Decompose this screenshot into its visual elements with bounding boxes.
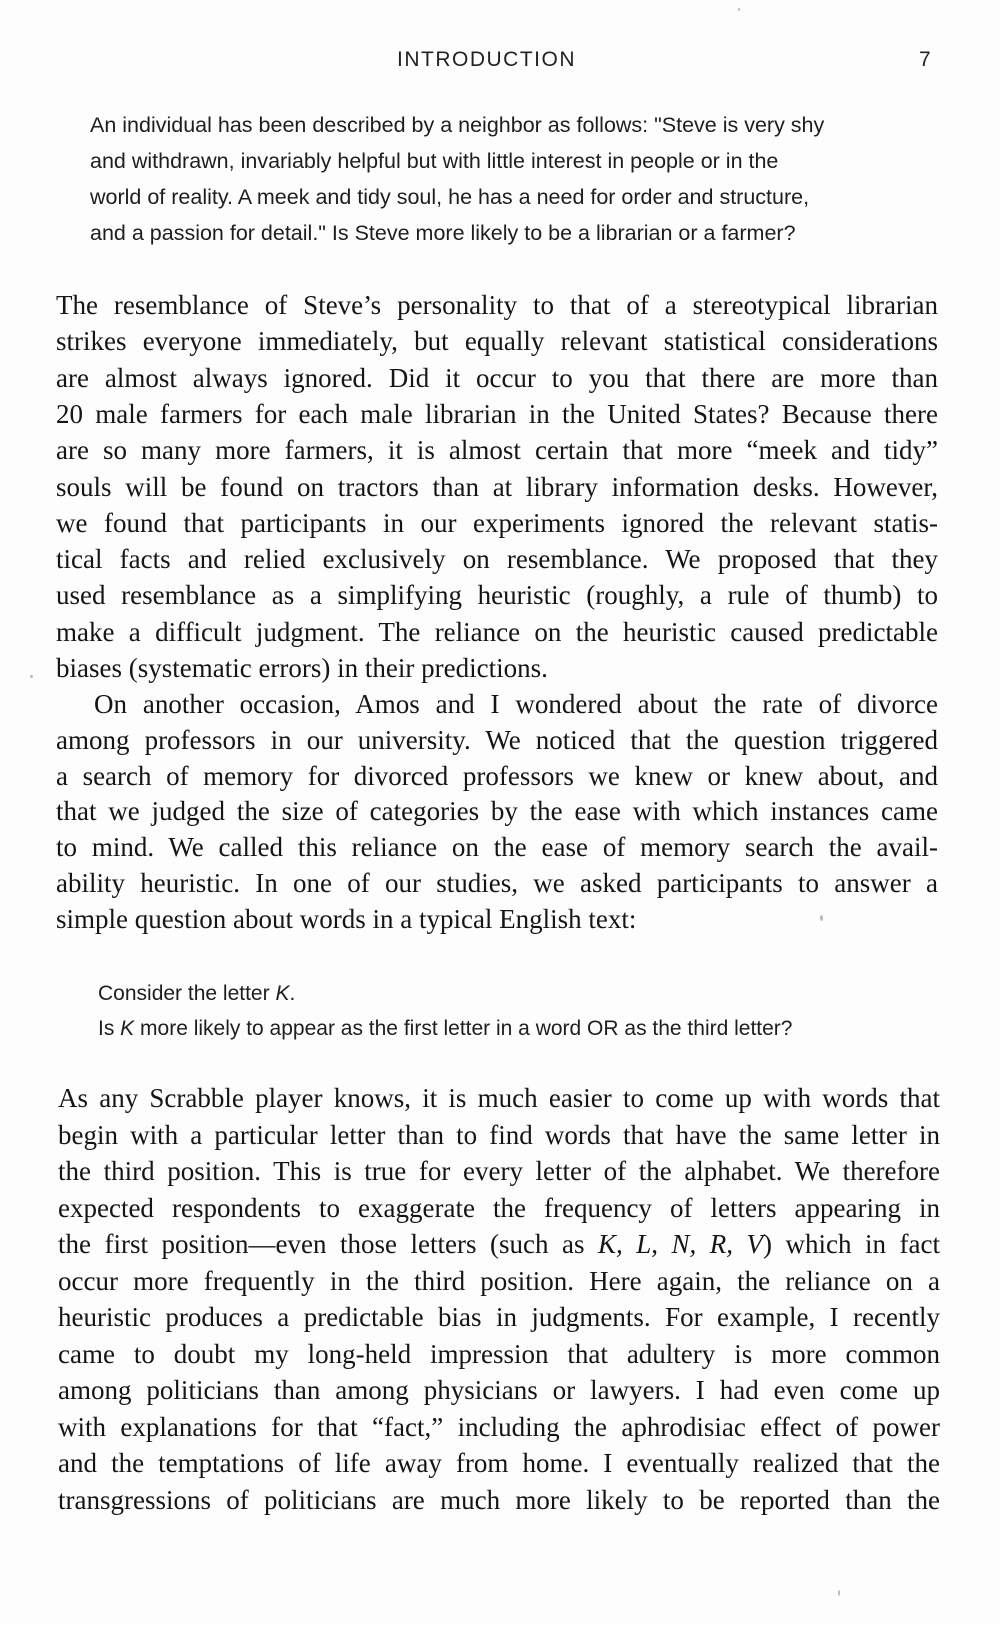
body-line: expected respondents to exaggerate the frequency of letters appearing in xyxy=(58,1192,940,1223)
body-line: tical facts and relied exclusively on resemblance. We proposed that they xyxy=(56,544,938,575)
extract-line: Consider the letter K. xyxy=(98,982,296,1005)
page-number: 7 xyxy=(919,48,931,71)
body-line: ability heuristic. In one of our studies, we asked participants to answer a xyxy=(56,868,938,898)
body-line: occur more frequently in the third position. Here again, the reliance on a xyxy=(58,1265,940,1296)
body-line: souls will be found on tractors than at library information desks. However, xyxy=(56,471,938,502)
body-line: heuristic produces a predictable bias in judgments. For example, I recently xyxy=(58,1302,940,1332)
body-line: the third position. This is true for every letter of the alphabet. We therefore xyxy=(58,1156,940,1186)
body-line: a search of memory for divorced professors we knew or knew about, and xyxy=(56,760,938,791)
extract-line: An individual has been described by a neighbor as follows: "Steve is very shy xyxy=(90,113,825,137)
body-line: The resemblance of Steve’s personality to that of a stereotypical librarian xyxy=(56,290,938,320)
body-line: we found that participants in our experiments ignored the relevant statis- xyxy=(56,507,938,538)
body-line: simple question about words in a typical English text: xyxy=(56,903,637,934)
body-line: to mind. We called this reliance on the ease of memory search the avail- xyxy=(56,832,938,863)
body-line: 20 male farmers for each male librarian in the United States? Because there xyxy=(56,398,938,429)
extract-line: and withdrawn, invariably helpful but with little interest in people or in the xyxy=(90,149,779,173)
scan-speck xyxy=(820,915,823,921)
body-line: strikes everyone immediately, but equally relevant statistical considerations xyxy=(56,326,938,357)
chapter-title: INTRODUCTION xyxy=(397,48,576,71)
body-line: and the temptations of life away from home. I eventually realized that the xyxy=(58,1448,940,1478)
scan-speck xyxy=(738,8,740,11)
body-line: came to doubt my long-held impression that adultery is more common xyxy=(58,1338,940,1369)
body-line: among politicians than among physicians or lawyers. I had even come up xyxy=(58,1375,940,1405)
body-line: On another occasion, Amos and I wondered about the rate of divorce xyxy=(94,689,938,719)
body-line: used resemblance as a simplifying heuristic (roughly, a rule of thumb) to xyxy=(56,580,938,611)
italic-letters: K, L, N, R, V xyxy=(597,1229,764,1259)
body-line: are almost always ignored. Did it occur to you that there are more than xyxy=(56,362,938,393)
body-line: that we judged the size of categories by the ease with which instances came xyxy=(56,796,938,827)
body-line: the first position—even those letters (such as K, L, N, R, V) which in fact xyxy=(58,1229,940,1259)
running-head xyxy=(0,48,1000,78)
scan-speck xyxy=(838,1590,840,1596)
body-line: among professors in our university. We noticed that the question triggered xyxy=(56,724,938,755)
body-line: begin with a particular letter than to find words that have the same letter in xyxy=(58,1119,940,1150)
body-line: As any Scrabble player knows, it is much easier to come up with words that xyxy=(58,1083,940,1113)
extract-line: and a passion for detail." Is Steve more likely to be a librarian or a farmer? xyxy=(90,221,796,245)
extract-line: world of reality. A meek and tidy soul, he has a need for order and structure, xyxy=(90,185,810,209)
scan-speck xyxy=(30,675,33,678)
body-line: make a difficult judgment. The reliance on the heuristic caused predictable xyxy=(56,616,938,647)
body-line: with explanations for that “fact,” including the aphrodisiac effect of power xyxy=(58,1411,940,1442)
body-line: transgressions of politicians are much more likely to be reported than the xyxy=(58,1484,940,1515)
body-line: are so many more farmers, it is almost certain that more “meek and tidy” xyxy=(56,435,938,466)
extract-line: Is K more likely to appear as the first letter in a word OR as the third letter? xyxy=(98,1017,793,1040)
body-line: biases (systematic errors) in their predictions. xyxy=(56,653,548,683)
